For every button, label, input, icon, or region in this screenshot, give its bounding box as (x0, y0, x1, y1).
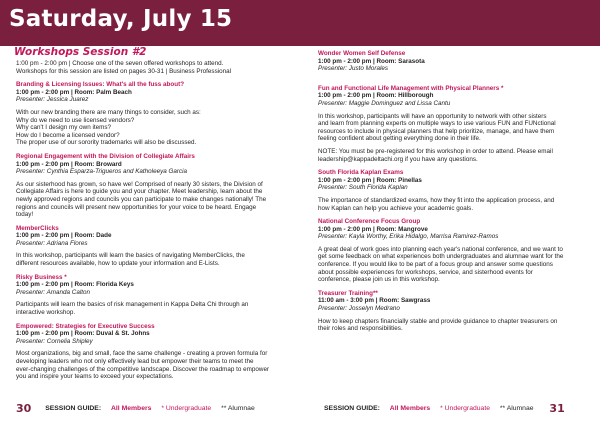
workshop-treasurer (318, 290, 586, 333)
workshop-body-line: you and inspire your teams to exceed your expectations. (16, 373, 174, 381)
workshop-risky (16, 274, 288, 317)
intro-line-2: Workshops for this session are listed on pages 30-31 | Business Professional (16, 67, 232, 75)
workshop-body-line: and learn from planning experts on multiple ways to use various FUN and FUNctional (318, 120, 556, 128)
workshop-body-line: In this workshop, participants will learn the basics of navigating MemberClicks, the (16, 252, 245, 260)
workshop-note-line: NOTE: You must be pre-registered for this workshop in order to attend. Please email (318, 147, 553, 155)
workshop-body-line: how Kaplan can help you achieve your academic goals. (318, 204, 474, 212)
workshop-body-line: different resources available, how to update your information and E-Lists. (16, 260, 220, 268)
workshop-presenter: Presenter: Justo Morales (318, 65, 388, 73)
workshop-body-line: Why can't I design my own items? (16, 124, 111, 132)
workshop-presenter: Presenter: Adriana Flores (16, 239, 88, 247)
workshop-presenter: Presenter: Amanda Calton (16, 288, 90, 296)
workshop-time: 1:00 pm - 2:00 pm | Room: Hillborough (318, 92, 434, 100)
workshop-body-line: about possible experiences for workshops, service, and sisterhood events for (318, 268, 533, 276)
workshop-body-line: The proper use of our sorority trademarks will also be discussed. (16, 139, 197, 147)
page-number: 30 (16, 402, 32, 415)
workshop-fun (318, 85, 586, 163)
page-title: Saturday, July 15 (9, 6, 233, 32)
workshop-body-line: How to keep chapters financially stable and provide guidance to chapter treasurers on (318, 317, 558, 325)
legend-all-members: All Members (389, 405, 431, 412)
page-number: 31 (549, 402, 565, 415)
workshop-body-line: newly approved regions and councils you can participate to make changes nationally! The (16, 195, 267, 203)
workshop-title: Treasurer Training** (318, 289, 378, 297)
workshop-body-line: Collegiate Affairs is here to guide you and your chapter. Meet leadership, learn about the (16, 188, 263, 196)
workshop-presenter: Presenter: Cynthia Esparza-Trigueros and Katholeeya Garcia (16, 168, 188, 176)
workshop-body-line: conference. If you would like to be part of a focus group and answer some questions (318, 261, 553, 269)
workshop-time: 1:00 pm - 2:00 pm | Room: Mangrove (318, 225, 428, 233)
workshop-focus-group (318, 218, 586, 284)
header-bar (0, 0, 600, 46)
legend-undergraduate: * Undergraduate (440, 405, 490, 412)
workshop-presenter: Presenter: Cornelia Shipley (16, 337, 93, 345)
legend-all-members: All Members (111, 405, 152, 412)
workshop-time: 1:00 pm - 2:00 pm | Room: Palm Beach (16, 88, 132, 96)
workshop-presenter: Presenter: Josselyn Medrano (318, 305, 400, 313)
workshop-presenter: Presenter: Kayla Worthy, Erika Hidalgo, Marrisa Ramirez-Ramos (318, 233, 499, 241)
workshop-memberclicks (16, 225, 288, 268)
workshop-body-line: regions and councils will present new opportunities for your voice to be heard. Engage (16, 203, 257, 211)
workshop-branding (16, 81, 288, 147)
workshop-presenter: Presenter: Jessica Juarez (16, 96, 89, 104)
workshop-title: National Conference Focus Group (318, 218, 421, 226)
workshop-title: MemberClicks (16, 224, 59, 232)
workshop-body-line: How do I become a licensed vendor? (16, 131, 120, 139)
workshop-presenter: Presenter: South Florida Kaplan (318, 184, 408, 192)
workshop-body-line: In this workshop, participants will have an opportunity to network with other sisters (318, 112, 547, 120)
footer-right (318, 402, 588, 416)
legend-alumnae: ** Alumnae (221, 405, 255, 412)
workshop-body-line: The importance of standardized exams, how they fit into the application process, and (318, 196, 555, 204)
workshop-time: 1:00 pm - 2:00 pm | Room: Dade (16, 232, 112, 240)
workshop-body-line: conference, please join us in this workshop. (318, 276, 440, 284)
session-guide-label: SESSION GUIDE: (324, 405, 380, 412)
workshop-body-line: get some feedback on what experiences both undergraduates and alumnae want for the (318, 253, 564, 261)
workshop-body-line: Most organizations, big and small, face the same challenge - creating a proven formula for (16, 350, 268, 358)
workshop-time: 1:00 pm - 2:00 pm | Room: Broward (16, 160, 122, 168)
workshop-empowered (16, 323, 288, 381)
workshop-body-line: A great deal of work goes into planning each year's national conference, and we want to (318, 245, 563, 253)
workshop-body-line: developing leaders who not only effectively lead but empower their teams to meet the (16, 358, 254, 365)
session-heading: Workshops Session #2 (14, 46, 147, 58)
workshop-kaplan (318, 169, 586, 212)
workshop-time: 1:00 pm - 2:00 pm | Room: Duval & St. Johns (16, 330, 150, 338)
workshop-body-line: resources to include in physical planners that help prioritize, manage, and have them (318, 127, 555, 135)
workshop-body-line: Participants will learn the basics of risk management in Kappa Delta Chi through an (16, 301, 249, 309)
workshop-presenter: Presenter: Maggie Dominguez and Lissa Cantu (318, 99, 451, 107)
workshop-body-line: today! (16, 211, 34, 219)
workshop-title: Fun and Functional Life Management with Physical Planners * (318, 84, 504, 92)
workshop-title: Branding & Licensing Issues: What's all the fuss about? (16, 81, 185, 89)
workshop-note-line: leadership@kappadeltachi.org if you have any questions. (318, 155, 478, 163)
workshop-title: Regional Engagement with the Division of Collegiate Affairs (16, 152, 195, 160)
workshop-body-line: ever-changing challenges of the competitive landscape. Discover the roadmap to empower (16, 365, 270, 373)
workshop-regional (16, 153, 288, 219)
workshop-title: Risky Business * (16, 273, 67, 281)
legend-alumnae: ** Alumnae (499, 405, 534, 412)
footer-left (16, 402, 288, 416)
intro-line-1: 1:00 pm - 2:00 pm | Choose one of the seven offered workshops to attend. (16, 60, 224, 67)
workshop-body-line: Why do we need to use licensed vendors? (16, 116, 135, 124)
workshop-time: 11:00 am - 3:00 pm | Room: Sawgrass (318, 297, 431, 305)
workshop-body-line: their roles and responsibilities. (318, 325, 403, 333)
workshop-time: 1:00 pm - 2:00 pm | Room: Pinellas (318, 176, 422, 184)
workshop-body-line: As our sisterhood has grown, so have we! Comprised of nearly 30 sisters, the Division of (16, 180, 263, 188)
left-column (16, 60, 288, 381)
workshop-title: South Florida Kaplan Exams (318, 169, 404, 177)
workshop-body-line: interactive workshop. (16, 309, 76, 317)
workshop-title: Wonder Women Self Defense (318, 50, 406, 57)
workshop-time: 1:00 pm - 2:00 pm | Room: Sarasota (318, 57, 425, 65)
session-guide-label: SESSION GUIDE: (45, 405, 102, 412)
workshop-body-line: feeling confident about getting everything done in their life. (318, 135, 481, 143)
workshop-title: Empowered: Strategies for Executive Success (16, 322, 155, 330)
workshop-body-line: With our new branding there are many things to consider, such as: (16, 108, 201, 116)
legend-undergraduate: * Undergraduate (161, 405, 212, 412)
workshop-wonder (318, 50, 586, 73)
workshop-time: 1:00 pm - 2:00 pm | Room: Florida Keys (16, 281, 134, 289)
right-column (318, 50, 586, 333)
